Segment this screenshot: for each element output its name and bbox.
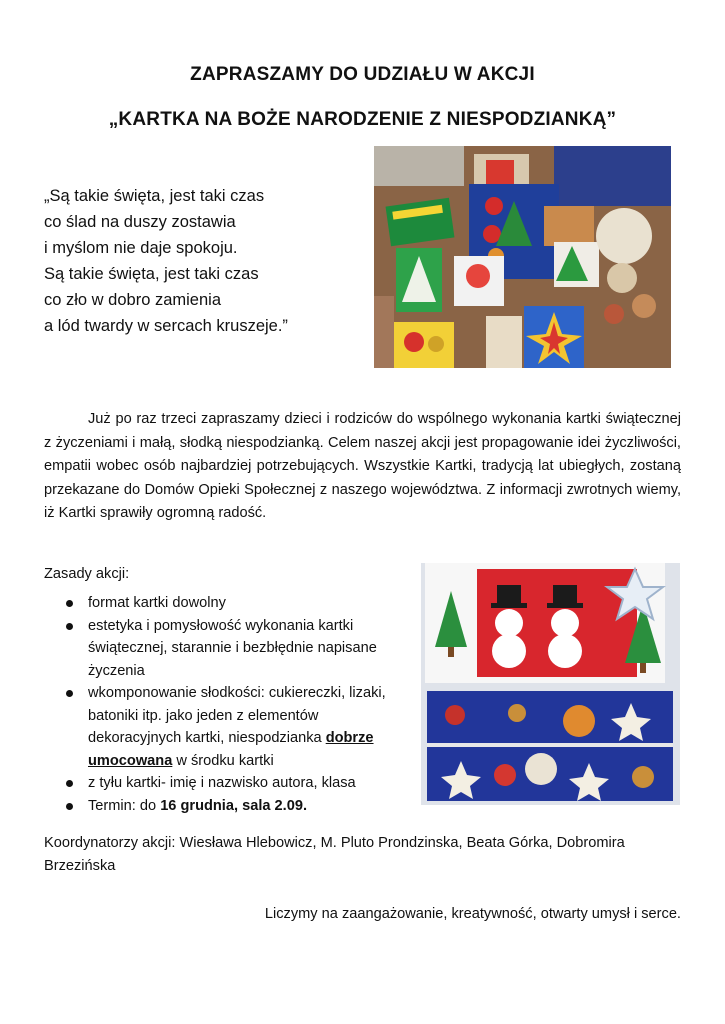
rule-text: format kartki dowolny: [88, 595, 226, 611]
coordinators-text: Koordynatorzy akcji: Wiesława Hlebowicz, M. Pluto Prondzinska, Beata Górka, Dobromira Brzezińska: [44, 835, 625, 874]
rule-text: z tyłu kartki- imię i nazwisko autora, klasa: [88, 775, 356, 791]
rule-text: estetyka i pomysłowość wykonania kartki świątecznej, starannie i bezbłędnie napisane życzenia: [88, 617, 377, 679]
rule-emphasis: dobrze umocowana: [88, 730, 374, 769]
poem-line: co zło w dobro zamienia: [44, 291, 222, 309]
list-item: [44, 795, 414, 818]
snowman-card-photo: [421, 563, 680, 805]
rules-list: [44, 592, 414, 817]
list-item: [44, 682, 414, 772]
bullet-icon: [66, 803, 73, 810]
closing-text: Liczymy na zaangażowanie, kreatywność, otwarty umysł i serce.: [264, 906, 681, 922]
christmas-cards-illustration: [374, 146, 671, 368]
poem-line: a lód twardy w sercach kruszeje.”: [44, 317, 288, 335]
bullet-icon: [66, 623, 73, 630]
list-item: [44, 592, 414, 615]
poem-line: co ślad na duszy zostawia: [44, 213, 236, 231]
poem-line: Są takie święta, jest taki czas: [44, 265, 259, 283]
list-item: [44, 772, 414, 795]
bullet-icon: [66, 690, 73, 697]
christmas-cards-photo: [374, 146, 671, 368]
poem-line: „Są takie święta, jest taki czas: [44, 187, 265, 205]
title-line-1: ZAPRASZAMY DO UDZIAŁU W AKCJI: [190, 64, 535, 85]
rule-text: w środku kartki: [172, 752, 274, 769]
rule-deadline: 16 grudnia, sala 2.09.: [160, 797, 308, 814]
bullet-icon: [66, 600, 73, 607]
poem-line: i myślom nie daje spokoju.: [44, 239, 238, 257]
snowman-card-illustration: [421, 563, 680, 805]
bullet-icon: [66, 780, 73, 787]
poem: [44, 183, 354, 339]
list-item: [44, 615, 414, 683]
title-line-2: „KARTKA NA BOŻE NARODZENIE Z NIESPODZIANKĄ”: [108, 109, 617, 130]
rule-text: wkomponowanie słodkości: cukiereczki, lizaki, batoniki itp. jako jeden z elementów dekoracyjnych kartki, niespodzianka: [88, 685, 386, 746]
rule-text: Termin: do: [88, 797, 161, 814]
rules-title: Zasady akcji:: [44, 566, 130, 582]
intro-paragraph: Już po raz trzeci zapraszamy dzieci i rodziców do wspólnego wykonania kartki świątecznej z życzeniami i małą, słodką niespodzianką. Celem naszej akcji jest propagowanie idei życzliwości, empatii wobec osób najbardziej potrzebujących. Wszystkie Kartki, tradycją lat ubiegłych, zostaną przekazane do Domów Opieki Społecznej z naszego województwa. Z informacji zwrotnych wiemy, iż Kartki sprawiły ogromną radość.: [44, 411, 681, 521]
